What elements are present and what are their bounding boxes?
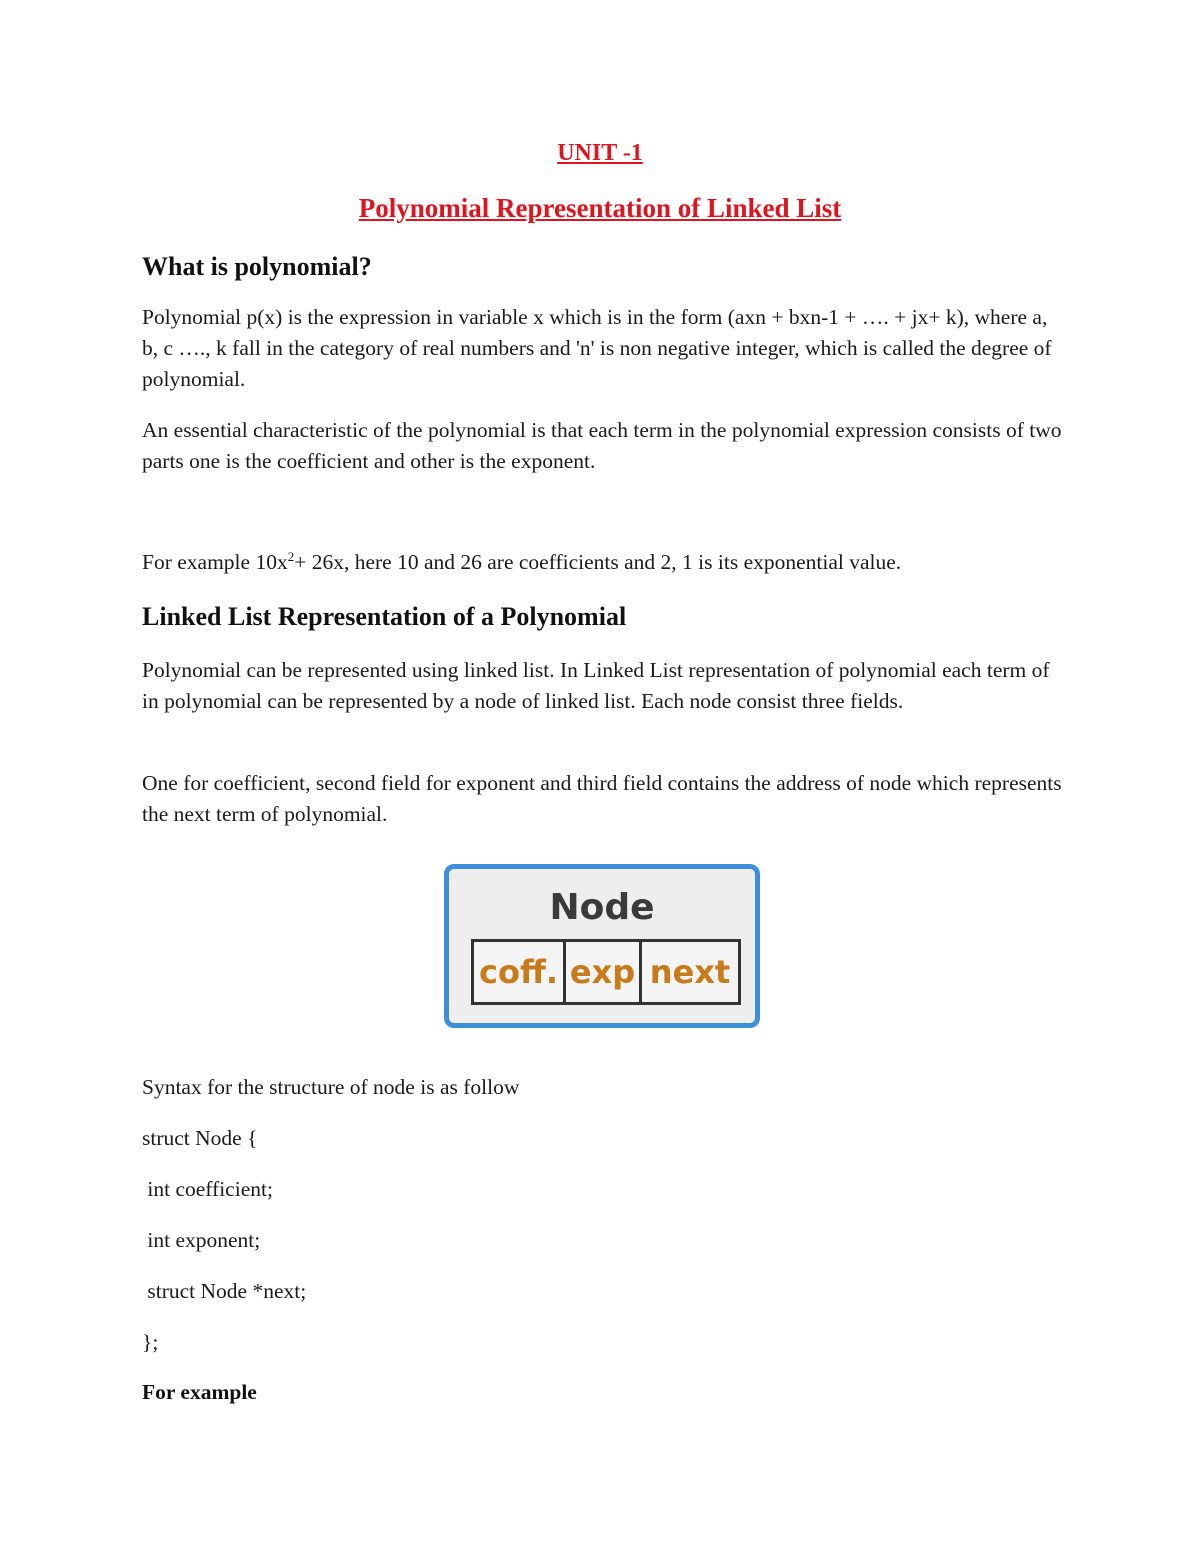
page-title: Polynomial Representation of Linked List: [358, 193, 842, 223]
example-exponent: 2: [287, 548, 295, 564]
paragraph-node-fields: One for coefficient, second field for exponent and third field contains the address of node which represents the next term of polynomial.: [142, 771, 1062, 826]
node-diagram: [444, 864, 760, 1028]
paragraph-polynomial-characteristic: An essential characteristic of the polynomial is that each term in the polynomial expression consists of two parts one is the coefficient and other is the exponent.: [142, 418, 1062, 473]
code-line: int exponent;: [142, 1228, 261, 1252]
example-text-end: + 26x, here 10 and 26 are coefficients and 2, 1 is its exponential value.: [294, 550, 902, 574]
code-line: int coefficient;: [142, 1177, 273, 1201]
node-field-exponent: exp: [566, 942, 642, 1002]
code-line: struct Node {: [142, 1126, 258, 1150]
syntax-intro: Syntax for the structure of node is as follow: [142, 1075, 520, 1099]
paragraph-polynomial-definition: Polynomial p(x) is the expression in variable x which is in the form (axn + bxn-1 + …. + jx+ k), where a, b, c …., k fall in the category of real numbers and 'n' is non negative integer, which is called the degree of polynomial.: [142, 305, 1052, 391]
paragraph-example: [142, 550, 901, 575]
node-diagram-label: Node: [549, 887, 655, 928]
section-heading-linked-list-representation: Linked List Representation of a Polynomial: [142, 602, 627, 631]
node-field-next: next: [649, 953, 731, 991]
paragraph-linked-list-representation: Polynomial can be represented using linked list. In Linked List representation of polynomial each term of in polynomial can be represented by a node of linked list. Each node consist three fields.: [142, 658, 1050, 713]
unit-heading: UNIT -1: [557, 140, 643, 166]
for-example-heading: For example: [142, 1380, 257, 1404]
example-text-start: For example 10x: [142, 550, 288, 574]
code-line: };: [142, 1330, 159, 1354]
node-field-coefficient: coff.: [474, 942, 566, 1002]
node-diagram-fields: [471, 939, 741, 1005]
code-line: struct Node *next;: [142, 1279, 307, 1303]
section-heading-what-is-polynomial: What is polynomial?: [142, 252, 372, 281]
